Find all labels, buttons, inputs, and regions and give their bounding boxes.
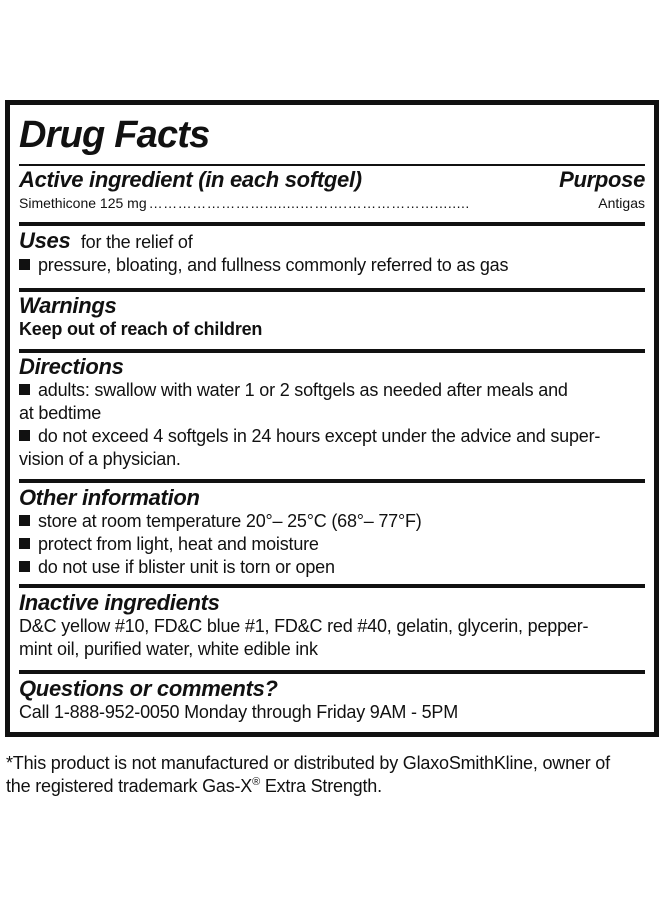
active-ingredient-section — [19, 168, 645, 212]
active-ingredient-row — [19, 194, 645, 212]
directions-line-3: do not exceed 4 softgels in 24 hours except under the advice and super- — [19, 425, 645, 448]
divider-warnings — [19, 349, 645, 353]
bullet-square-icon — [19, 384, 30, 395]
other-item-2: protect from light, heat and moisture — [19, 533, 645, 556]
other-information-heading: Other information — [19, 485, 200, 510]
drug-facts-content — [19, 105, 645, 732]
divider-active — [19, 222, 645, 226]
divider-directions — [19, 479, 645, 483]
inactive-ingredients-section — [19, 591, 645, 661]
title-divider — [19, 164, 645, 166]
active-ingredient-heading: Active ingredient (in each softgel) — [19, 167, 362, 192]
other-item-1: store at room temperature 20°– 25°C (68°– 77°F) — [19, 510, 645, 533]
registered-mark: ® — [252, 776, 261, 788]
directions-section — [19, 355, 645, 471]
directions-line-1: adults: swallow with water 1 or 2 softgels as needed after meals and — [19, 379, 645, 402]
purpose-heading: Purpose — [559, 167, 645, 192]
ingredient-name: Simethicone 125 mg — [19, 195, 147, 211]
directions-line-2: at bedtime — [19, 403, 102, 423]
questions-line: Call 1-888-952-0050 Monday through Friday 9AM - 5PM — [19, 702, 459, 722]
inactive-ingredients-heading: Inactive ingredients — [19, 590, 220, 615]
dot-leader: ……………………........……….………………........ — [148, 195, 470, 211]
footnote-line-2: the registered trademark Gas-X® Extra Strength. — [6, 776, 382, 796]
title-text: Drug Facts — [19, 114, 210, 156]
drug-facts-title — [19, 113, 645, 157]
questions-section — [19, 677, 645, 724]
bullet-square-icon — [19, 259, 30, 270]
questions-heading: Questions or comments? — [19, 676, 278, 701]
bullet-square-icon — [19, 515, 30, 526]
bullet-square-icon — [19, 538, 30, 549]
warnings-section — [19, 294, 645, 341]
directions-heading: Directions — [19, 354, 124, 379]
divider-inactive — [19, 670, 645, 674]
uses-intro: for the relief of — [80, 232, 193, 252]
divider-uses — [19, 288, 645, 292]
bullet-square-icon — [19, 561, 30, 572]
other-information-section — [19, 486, 645, 579]
other-item-3: do not use if blister unit is torn or open — [19, 556, 645, 579]
inactive-line-1: D&C yellow #10, FD&C blue #1, FD&C red #40, gelatin, glycerin, pepper- — [19, 616, 589, 636]
uses-heading: Uses — [19, 228, 71, 253]
ingredient-purpose: Antigas — [598, 195, 645, 211]
footnote-line-1: *This product is not manufactured or distributed by GlaxoSmithKline, owner of — [6, 753, 610, 773]
divider-other — [19, 584, 645, 588]
footnote — [6, 752, 656, 798]
inactive-line-2: mint oil, purified water, white edible ink — [19, 639, 318, 659]
drug-facts-panel — [5, 100, 659, 737]
bullet-square-icon — [19, 430, 30, 441]
warnings-line: Keep out of reach of children — [19, 319, 263, 339]
warnings-heading: Warnings — [19, 293, 117, 318]
uses-item: pressure, bloating, and fullness commonly referred to as gas — [19, 254, 645, 277]
uses-section — [19, 229, 645, 277]
directions-line-4: vision of a physician. — [19, 449, 181, 469]
